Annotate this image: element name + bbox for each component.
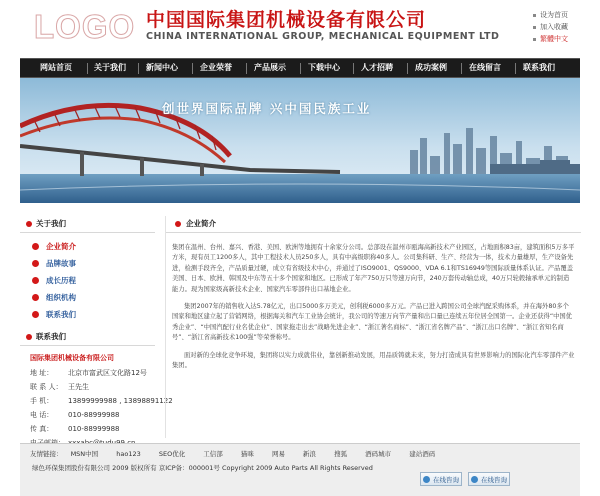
nav-divider [515,63,516,74]
intro-text [166,233,581,371]
nav-divider [246,63,247,74]
online-consult-button[interactable]: 在线咨询 [468,472,510,486]
contact-company: 国际集团机械设备有限公司 [30,354,114,362]
red-dot-icon [32,243,39,250]
sidebar-item-brand[interactable]: 品牌故事 [20,255,155,272]
site-header [0,0,600,58]
red-dot-icon [26,334,32,340]
nav-downloads[interactable]: 下载中心 [308,63,340,72]
sidebar-about-header: 关于我们 [20,216,155,233]
nav-divider [300,63,301,74]
nav-honors[interactable]: 企业荣誉 [200,63,232,72]
red-dot-icon [32,311,39,318]
red-dot-icon [175,221,181,227]
friend-link[interactable]: 酒码城市 [365,450,392,458]
nav-home[interactable]: 网站首页 [40,63,72,72]
nav-guestbook[interactable]: 在线留言 [469,63,501,72]
set-homepage-link[interactable]: 设为首页 [533,9,568,21]
copyright: 绿色环保集团股份有限公司 2009 版权所有 京ICP备：000001号 Copyright 2009 Auto Parts All Rights Reserved [32,464,373,472]
friend-link[interactable]: 工信部 [203,450,223,458]
nav-products[interactable]: 产品展示 [254,63,286,72]
intro-paragraph: 集团2007年的销售收入达5.78亿元，出口5000多万美元，创利税6000多万元。产品已进入跨国公司全球汽配采购体系，并在海外80多个国家和地区建立起了营销网络，根据海关和汽车工业协会统计，我公司的等速万向节产量和出口量已连续五年位居全国第一。企业还获得“中国优秀企业”、“中国汽配行业名优企业”、国家拖走出去”战略先进企业”、“浙江著名商标”、“浙江省名牌产品”、“浙江出口名牌”、“浙江省知名商号”、“浙江省高新技术100强”等荣誉称号。 [172,303,572,342]
square-bullet-icon [533,14,536,17]
nav-news[interactable]: 新闻中心 [146,63,178,72]
contact-info [20,351,173,450]
intro-paragraph: 集团在温州、台州、嘉兴、香港、美国、欧洲等地拥有十余家分公司。总部设在温州市瓯海高新技术产业园区，占地面积83亩，建筑面积5万多平方米，现有员工1200多人，其中工程技术人员250多人，具有中高级职称40多人。公司集科研、生产、经营为一体，技术力量雄厚，生产设备先进，检测手段齐全，产品质量过硬，成立有省级技术中心，并通过了ISO9001、QS9000、VDA 6.1和TS16949等国际质量体系认证。产品覆盖美国、日本、欧洲、韩国及中东等五十多个国家和地区。已形成了年产750万只等速万向节，240万套传动轴总成，40万只轮毂轴承单元的制造能力。现为国家级高新技术企业、国家汽车零部件出口基地企业。 [172,244,575,293]
red-dot-icon [32,260,39,267]
red-dot-icon [32,294,39,301]
nav-divider [138,63,139,74]
intro-paragraph: 面对新的全球化竞争环境，集团将以实力成就伟业，靠创新推动发展，用品质铸就未来，努力打造成具有世界影响力的国际化汽车零部件产业集团。 [172,351,575,370]
main-content [165,216,581,438]
main-nav [20,58,580,78]
main-header: 企业简介 [166,216,581,233]
sidebar [20,216,173,438]
friend-link[interactable]: 网易 [271,450,285,458]
nav-contact[interactable]: 联系我们 [523,63,555,72]
sidebar-item-history[interactable]: 成长历程 [20,272,155,289]
nav-divider [407,63,408,74]
friend-link[interactable]: SEO优化 [158,450,186,458]
logo[interactable]: LOGO [34,8,136,45]
square-bullet-icon [533,26,536,29]
friend-link[interactable]: 猫咪 [240,450,254,458]
sidebar-menu [20,238,155,323]
friend-link[interactable]: hao123 [116,450,141,458]
contact-row: 地 址： 北京市富武区文化路12号 [30,369,147,377]
friend-links [30,449,451,458]
sidebar-item-contact[interactable]: 联系我们 [20,306,155,323]
nav-jobs[interactable]: 人才招聘 [361,63,393,72]
friend-link[interactable]: 新浪 [303,450,317,458]
contact-row: 联 系 人： 王先生 [30,383,89,391]
friend-link[interactable]: 搜狐 [334,450,348,458]
company-title-cn: 中国国际集团机械设备有限公司 [146,9,427,31]
red-dot-icon [26,221,32,227]
top-links [533,9,568,45]
company-title-en: CHINA INTERNATIONAL GROUP, MECHANICAL EQUIPMENT LTD [146,31,500,42]
square-bullet-icon [533,38,536,41]
contact-row: 传 真： 010-88999988 [30,425,120,433]
nav-divider [353,63,354,74]
nav-divider [461,63,462,74]
friend-link[interactable]: MSN中国 [70,450,99,458]
add-favorite-link[interactable]: 加入收藏 [533,21,568,33]
banner-slogan: 创世界国际品牌 兴中国民族工业 [162,101,372,116]
traditional-chinese-link[interactable]: 繁體中文 [533,33,568,45]
nav-divider [87,63,88,74]
sidebar-item-intro[interactable]: 企业简介 [20,238,155,255]
site-footer [20,443,580,496]
friend-link[interactable]: 建站酒码 [409,450,436,458]
sidebar-contact-header: 联系我们 [20,329,155,346]
contact-row: 手 机： 13899999988 , 13898891122 [30,397,173,405]
hero-banner [20,78,580,203]
bridge-skyline-illustration [20,78,580,203]
nav-divider [192,63,193,74]
online-consult-button[interactable]: 在线咨询 [420,472,462,486]
qq-chat-icon [471,476,478,483]
qq-chat-icon [423,476,430,483]
friend-links-label: 友情链接： [30,450,63,458]
sidebar-item-org[interactable]: 组织机构 [20,289,155,306]
nav-about[interactable]: 关于我们 [94,63,126,72]
nav-cases[interactable]: 成功案例 [415,63,447,72]
red-dot-icon [32,277,39,284]
contact-row: 电 话： 010-88999988 [30,411,120,419]
